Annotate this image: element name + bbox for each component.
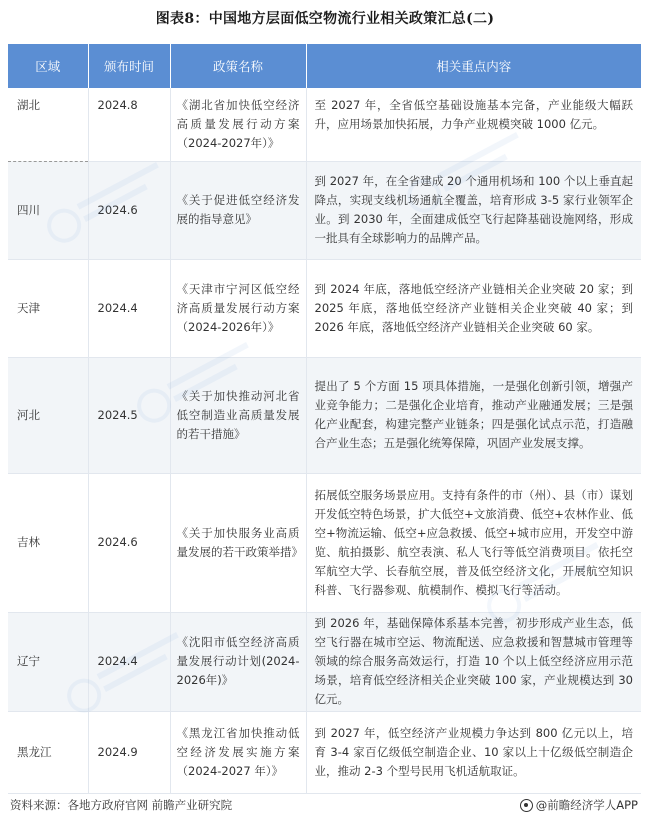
region-cell: 黑龙江: [8, 711, 88, 793]
policy-name-cell: 《关于促进低空经济发展的指导意见》: [170, 161, 306, 259]
chart-title: 图表8：中国地方层面低空物流行业相关政策汇总(二): [155, 11, 495, 27]
date-cell: 2024.6: [88, 161, 170, 259]
content-cell: 到 2027 年，低空经济产业规模力争达到 800 亿元以上，培育 3-4 家百亿级低空制造企业、10 家以上十亿级低空制造企业，推动 2-3 个型号民用飞机适航取证。: [306, 711, 641, 793]
table-row: [8, 473, 641, 612]
region-cell: 辽宁: [8, 612, 88, 711]
content-cell: 至 2027 年，全省低空基础设施基本完备，产业能级大幅跃升，应用场景加快拓展，力争产业规模突破 1000 亿元。: [306, 88, 641, 161]
column-header-date: 颁布时间: [88, 44, 170, 88]
column-header-policy: 政策名称: [170, 44, 306, 88]
column-header-region: 区域: [8, 44, 88, 88]
brand-credit: [520, 797, 638, 813]
table-row: [8, 612, 641, 711]
source-note: 资料来源：各地方政府官网 前瞻产业研究院: [10, 798, 233, 812]
date-cell: 2024.4: [88, 612, 170, 711]
content-cell: 到 2026 年，基础保障体系基本完善，初步形成产业生态，低空飞行器在城市空运、物流配送、应急救援和智慧城市管理等领域的综合服务高效运行，打造 10 个以上低空经济应用示范场景，培育低空经济相关企业突破 100 家，产业规模达到 30 亿元。: [306, 612, 641, 711]
qianzhan-logo-icon: [520, 799, 533, 812]
table-row: [8, 161, 641, 259]
table-row: [8, 259, 641, 357]
brand-credit-label: @前瞻经济学人APP: [535, 798, 638, 812]
table-header-row: [8, 44, 641, 88]
date-cell: 2024.9: [88, 711, 170, 793]
policy-name-cell: 《黑龙江省加快推动低空经济发展实施方案（2024-2027 年）》: [170, 711, 306, 793]
table-row: [8, 357, 641, 473]
content-cell: 拓展低空服务场景应用。支持有条件的市（州）、县（市）谋划开发低空特色场景，扩大低空+文旅消费、低空+农林作业、低空+物流运输、低空+应急救援、低空+城市应用，开发空中游览、航拍摄影、航空表演、私人飞行等低空消费项目。依托空军航空大学、长春航空展，普及低空经济文化，开展航空知识科普、飞行器参观、航模制作、模拟飞行等活动。: [306, 473, 641, 612]
policy-table: [8, 44, 641, 794]
date-cell: 2024.4: [88, 259, 170, 357]
region-cell: 河北: [8, 357, 88, 473]
table-row: [8, 711, 641, 793]
policy-name-cell: 《沈阳市低空经济高质量发展行动计划(2024-2026年)》: [170, 612, 306, 711]
date-cell: 2024.6: [88, 473, 170, 612]
policy-name-cell: 《天津市宁河区低空经济高质量发展行动方案（2024-2026年）》: [170, 259, 306, 357]
content-cell: 到 2024 年底，落地低空经济产业链相关企业突破 20 家；到 2025 年底，落地低空经济产业链相关企业突破 40 家；到 2026 年底，落地低空经济产业链相关企业突破 60 家。: [306, 259, 641, 357]
table-row: [8, 88, 641, 161]
region-cell: 天津: [8, 259, 88, 357]
region-cell: 湖北: [8, 88, 88, 161]
date-cell: 2024.8: [88, 88, 170, 161]
region-cell: 吉林: [8, 473, 88, 612]
content-cell: 提出了 5 个方面 15 项具体措施，一是强化创新引领，增强产业竞争能力；二是强化企业培育，推动产业融通发展；三是强化产业配套，构建完整产业链条；四是强化试点示范，打造融合产业生态；五是强化统筹保障，巩固产业发展支撑。: [306, 357, 641, 473]
policy-name-cell: 《湖北省加快低空经济高质量发展行动方案（2024-2027年）》: [170, 88, 306, 161]
content-cell: 到 2027 年，在全省建成 20 个通用机场和 100 个以上垂直起降点，实现支线机场通航全覆盖，培育形成 3-5 家行业领军企业。到 2030 年，全面建成低空飞行起降基础设施网络，形成一批具有全球影响力的品牌产品。: [306, 161, 641, 259]
policy-name-cell: 《关于加快服务业高质量发展的若干政策举措》: [170, 473, 306, 612]
date-cell: 2024.5: [88, 357, 170, 473]
policy-name-cell: 《关于加快推动河北省低空制造业高质量发展的若干措施》: [170, 357, 306, 473]
column-header-content: 相关重点内容: [306, 44, 641, 88]
region-cell: 四川: [8, 161, 88, 259]
